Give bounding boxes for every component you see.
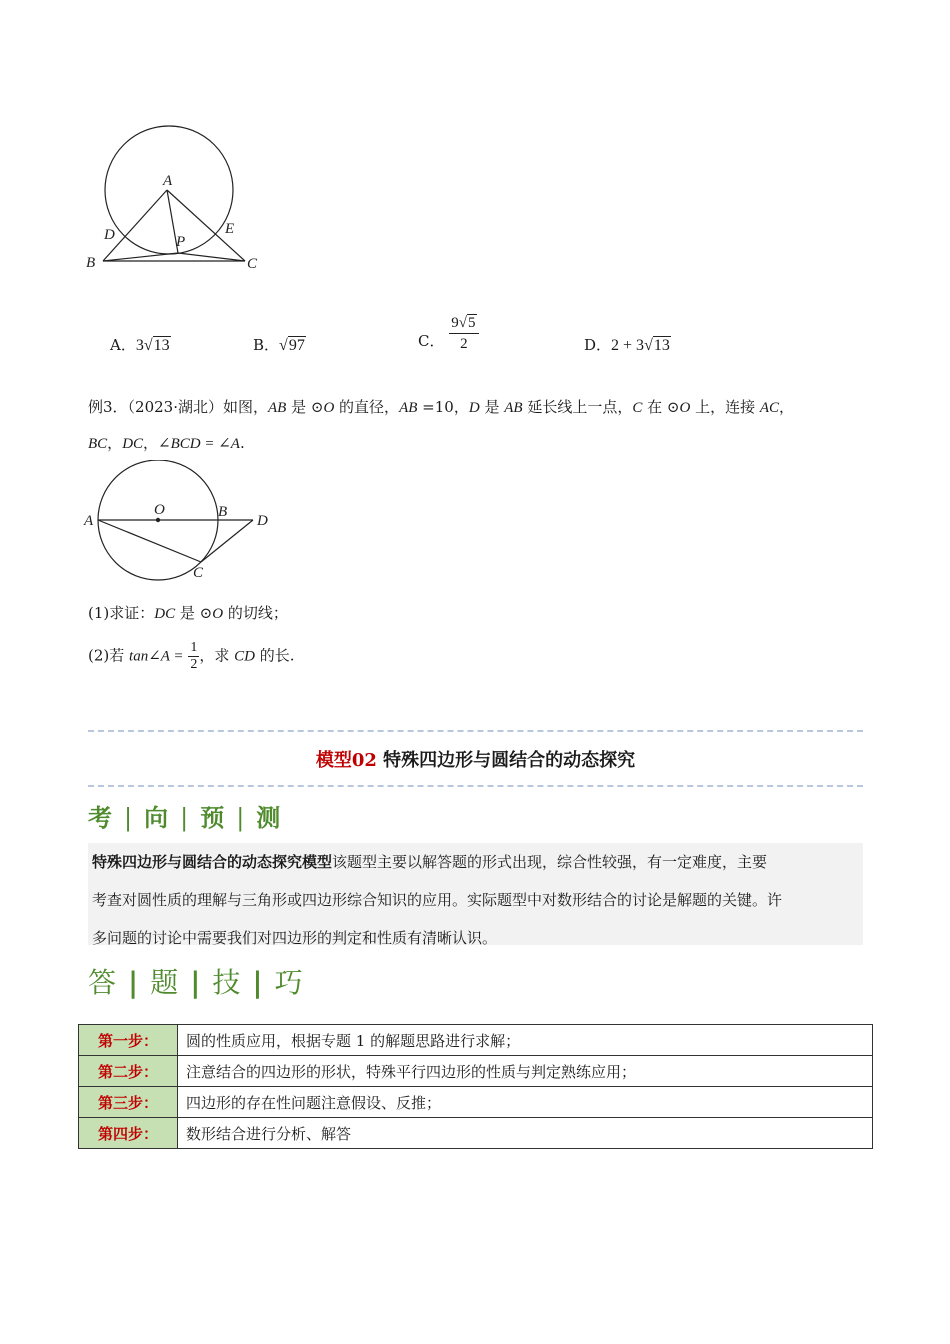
fig2-label-o: O	[154, 502, 165, 518]
choice-c-num-radicand: 5	[468, 315, 476, 331]
step-text: 数形结合进行分析、解答	[178, 1118, 873, 1149]
step-text: 四边形的存在性问题注意假设、反推；	[178, 1087, 873, 1118]
question-1: (1)求证：DC 是 ⊙O 的切线；	[88, 604, 288, 622]
step-label: 第二步：	[79, 1056, 178, 1087]
example-3-line-1: 例3．（2023·湖北）如图，AB 是 ⊙O 的直径，AB =10，D 是 AB 延长线上一点，C 在 ⊙O 上，连接 AC，	[88, 398, 795, 416]
choice-c-den: 2	[460, 336, 468, 352]
step-label: 第四步：	[79, 1118, 178, 1149]
section-heading-kao-xiang-yu-ce: 考 | 向 | 预 | 测	[88, 803, 283, 832]
q2-fraction: $\frac{1}{2}$	[190, 640, 198, 672]
figure-1-circle-triangle	[80, 115, 280, 285]
fig2-label-c: C	[193, 565, 204, 581]
choice-c-letter: C．	[418, 331, 445, 350]
fig1-label-p: P	[176, 234, 186, 250]
choice-a-letter: A．	[110, 336, 136, 354]
choice-c-fraction: $\frac{9√5}{2}$	[449, 313, 478, 354]
choice-a-coef: 3	[135, 337, 144, 354]
fig2-label-a: A	[84, 513, 94, 529]
choice-d-prefix: 2 + 3	[611, 337, 645, 354]
fig1-label-c: C	[247, 256, 258, 272]
choice-a-radicand: 13	[153, 337, 170, 354]
fig1-label-a: A	[163, 173, 173, 189]
model-title: 模型02 特殊四边形与圆结合的动态探究	[315, 750, 636, 771]
choice-d-letter: D．	[584, 336, 612, 354]
choice-c-num-coef: 9	[451, 315, 459, 331]
fig1-label-e: E	[225, 221, 235, 237]
choice-d[interactable]: D．2 + 3√13	[584, 336, 670, 354]
table-row	[79, 1118, 873, 1149]
description-box: 特殊四边形与圆结合的动态探究模型该题型主要以解答题的形式出现，综合性较强，有一定难度，主要 考查对圆性质的理解与三角形或四边形综合知识的应用。实际题型中对数形结合的讨论是解题的关键。许 多问题的讨论中需要我们对四边形的判定和性质有清晰认识。	[88, 843, 863, 945]
step-text: 圆的性质应用，根据专题 1 的解题思路进行求解；	[178, 1025, 873, 1056]
table-row	[79, 1087, 873, 1118]
choice-c[interactable]	[418, 313, 479, 354]
choice-a[interactable]: A．3√13	[110, 336, 170, 354]
choice-b[interactable]: B．√97	[253, 336, 305, 354]
question-2: (2)若 tan∠A = $\frac{1}{2}$ ，求 CD 的长.	[88, 640, 295, 672]
divider-bottom	[88, 785, 863, 787]
figure-2-circle-tangent	[80, 460, 280, 585]
table-row	[79, 1025, 873, 1056]
fig1-label-d: D	[104, 227, 115, 243]
fig2-label-b: B	[218, 504, 228, 520]
step-label: 第一步：	[79, 1025, 178, 1056]
choice-d-radicand: 13	[653, 337, 670, 354]
description-bold: 特殊四边形与圆结合的动态探究模型	[92, 853, 333, 871]
step-text: 注意结合的四边形的形状，特殊平行四边形的性质与判定熟练应用；	[178, 1056, 873, 1087]
choice-b-letter: B．	[253, 336, 280, 354]
divider-top	[88, 730, 863, 732]
steps-table	[78, 1024, 873, 1149]
fig2-label-d: D	[257, 513, 268, 529]
example-3-line-2: BC，DC，∠BCD = ∠A.	[88, 434, 245, 452]
step-label: 第三步：	[79, 1087, 178, 1118]
table-row	[79, 1056, 873, 1087]
choice-b-radicand: 97	[288, 337, 305, 354]
fig1-label-b: B	[86, 255, 96, 271]
section-heading-da-ti-ji-qiao: 答 | 题 | 技 | 巧	[88, 966, 305, 999]
